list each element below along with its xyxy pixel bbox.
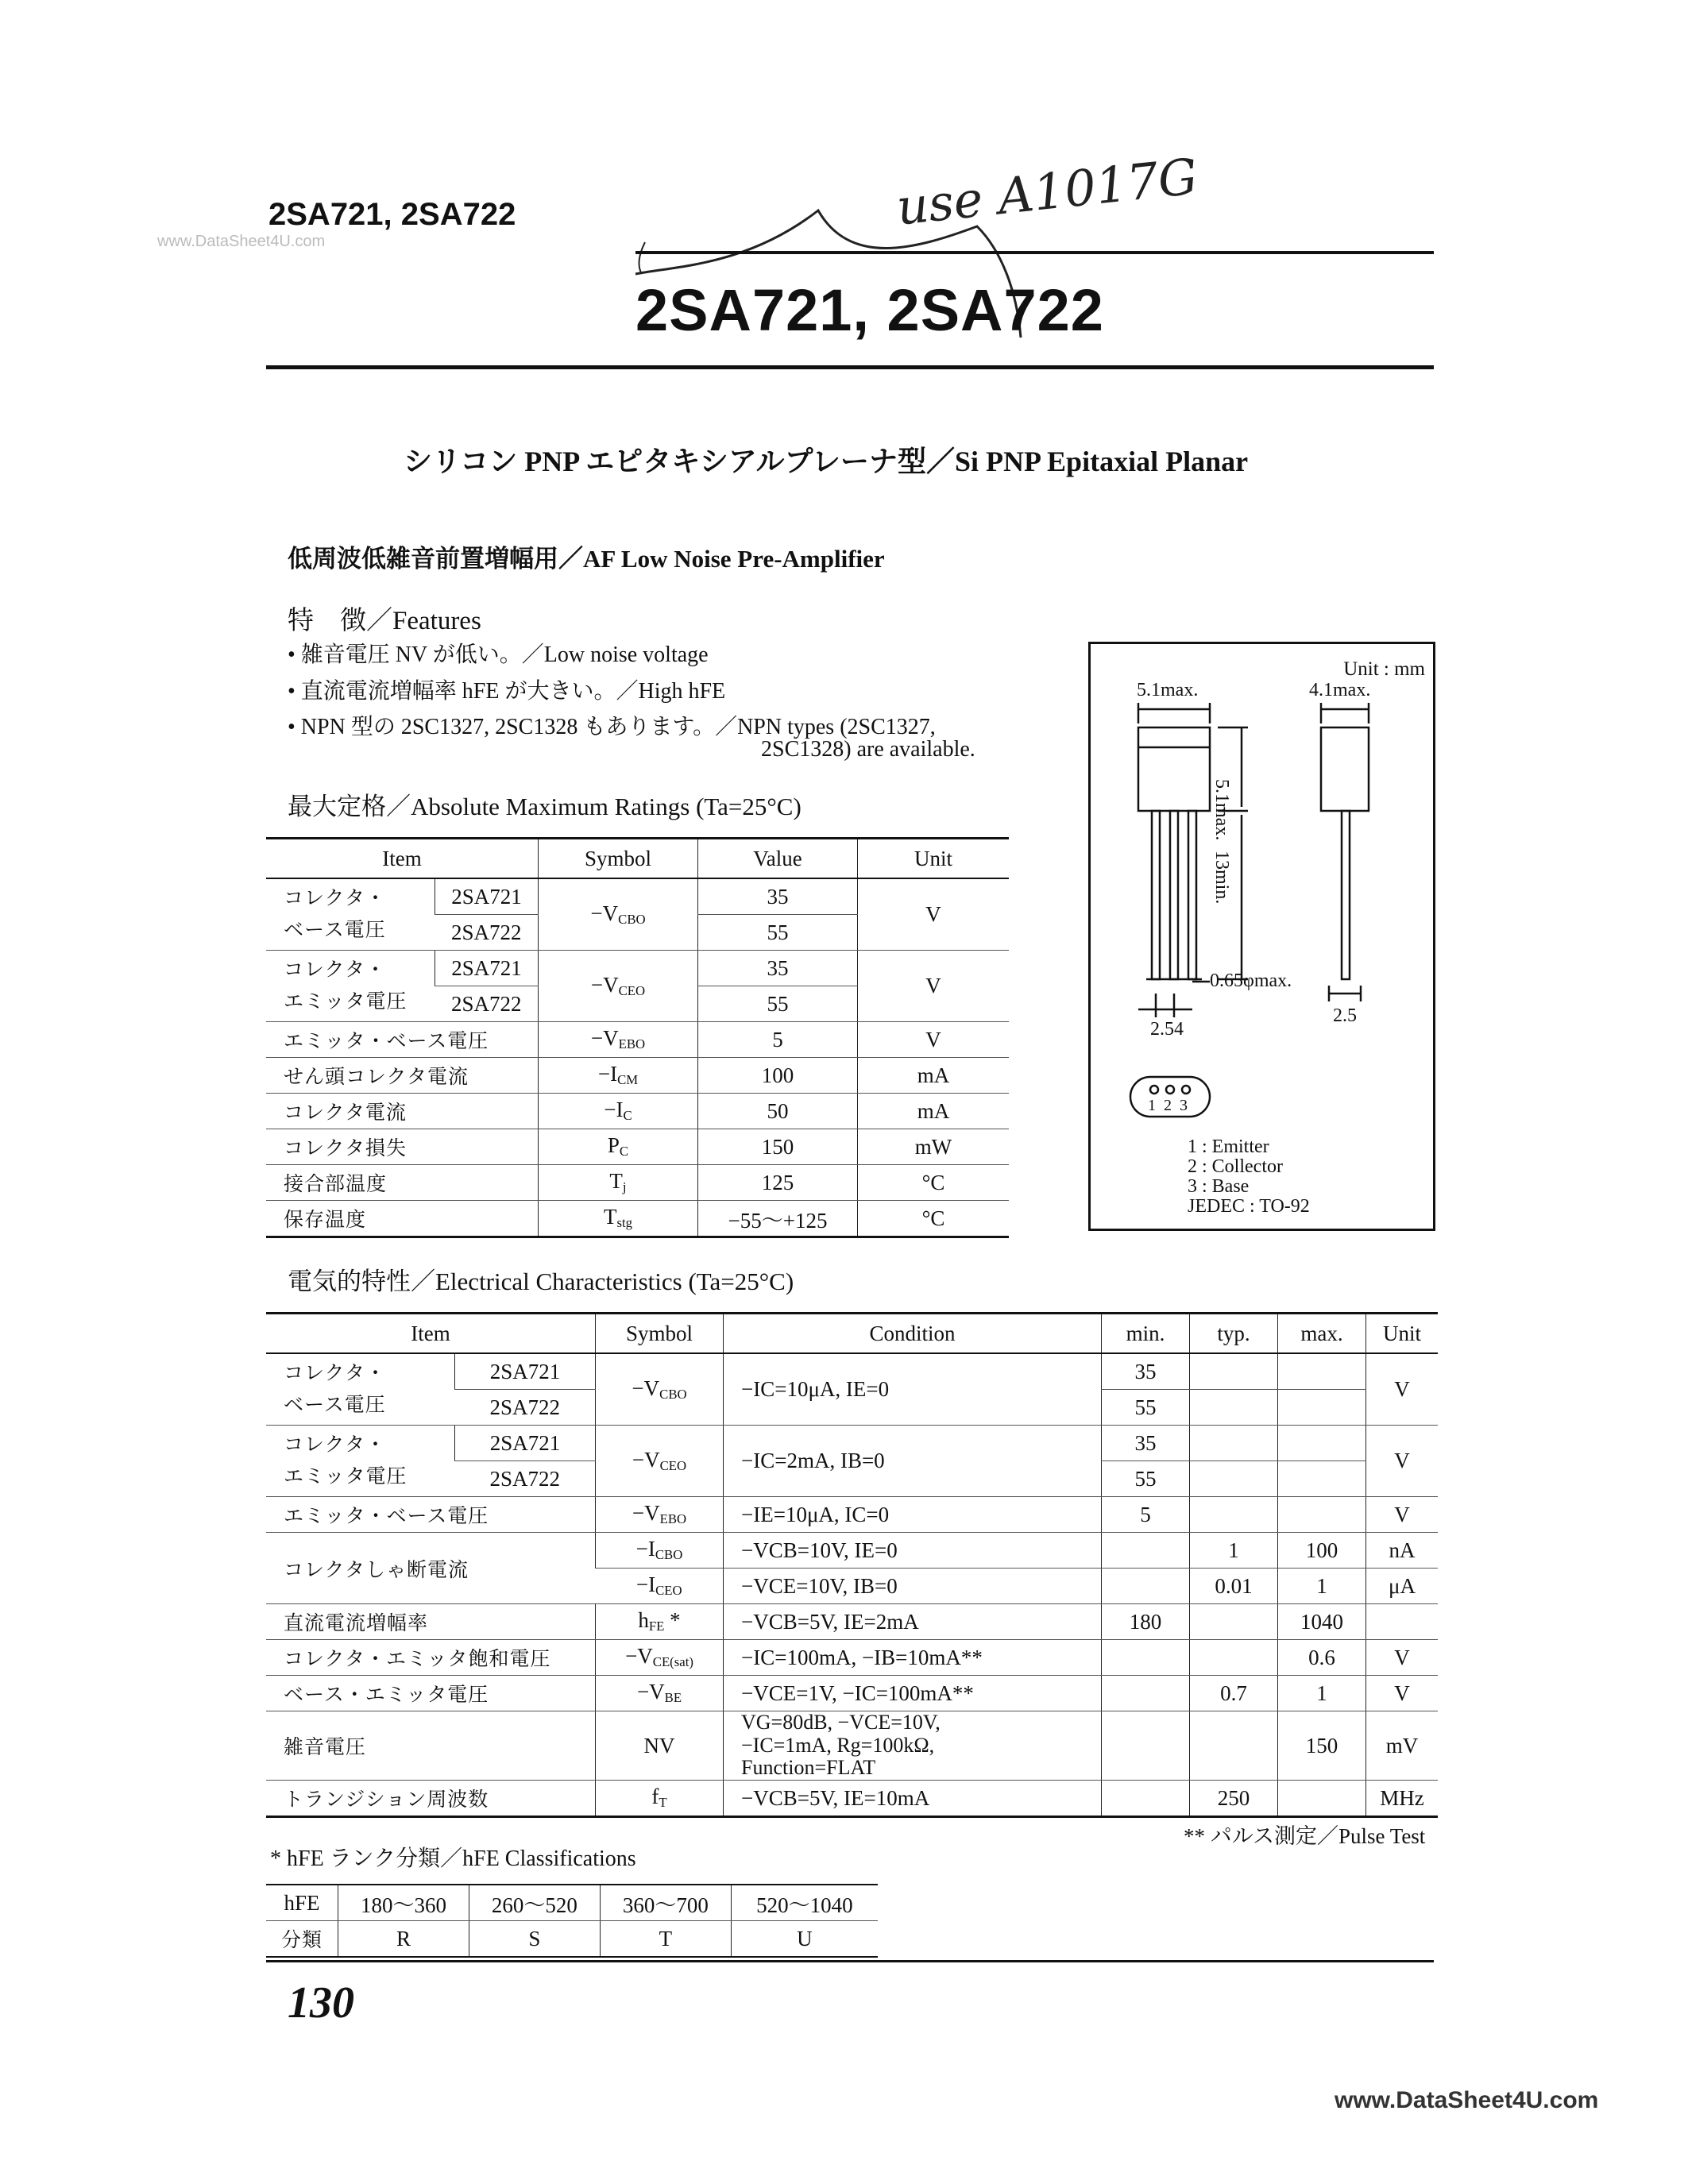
table-cell (1190, 1353, 1278, 1390)
pin-label: 3 : Base (1188, 1176, 1250, 1197)
table-cell: 2SA721 (455, 1426, 596, 1461)
handwritten-note: use A1017G (894, 147, 1201, 237)
dim-depth: 4.1max. (1309, 680, 1371, 700)
table-cell (1190, 1426, 1278, 1461)
table-cell: 直流電流増幅率 (266, 1604, 596, 1640)
table-cell: 保存温度 (266, 1201, 539, 1237)
table-cell (1102, 1569, 1190, 1604)
table-cell: $h_{FE}$ * (596, 1604, 724, 1640)
table-cell: 2SA722 (435, 915, 539, 951)
table-cell: T (600, 1921, 731, 1958)
pulse-test-note: ** パルス測定／Pulse Test (1184, 1824, 1426, 1848)
table-cell: コレクタ・ エミッタ電圧 (266, 951, 435, 1022)
elec-table (266, 1312, 1438, 1818)
table-cell: 250 (1190, 1781, 1278, 1817)
table-cell: MHz (1366, 1781, 1439, 1817)
page-number: 130 (288, 1978, 354, 2028)
header-rule-bottom (266, 365, 1434, 369)
table-cell: 100 (1278, 1533, 1366, 1569)
hfe-class-heading: * hFE ランク分類／hFE Classifications (270, 1846, 636, 1871)
table-cell: 1 (1278, 1569, 1366, 1604)
table-cell: 2SA721 (435, 951, 539, 986)
table-cell: エミッタ・ベース電圧 (266, 1022, 539, 1058)
table-cell (1278, 1781, 1366, 1817)
table-cell: 55 (698, 986, 858, 1022)
table-cell: R (338, 1921, 469, 1958)
table-cell (1102, 1640, 1190, 1676)
table-cell: 360〜700 (600, 1885, 731, 1921)
table-cell: $f_T$ (596, 1781, 724, 1817)
subtitle: シリコン PNP エピタキシアルプレーナ型／Si PNP Epitaxial Planar (404, 446, 1249, 477)
table-cell: エミッタ・ベース電圧 (266, 1497, 596, 1533)
table-cell: V (858, 951, 1010, 1022)
table-cell: V (1366, 1353, 1439, 1426)
table-cell: 35 (1102, 1353, 1190, 1390)
pin-label: 2 : Collector (1188, 1156, 1283, 1177)
table-cell: $-V_{CEO}$ (596, 1426, 724, 1497)
table-cell: 0.6 (1278, 1640, 1366, 1676)
col-header: Value (698, 839, 858, 879)
abs-max-table (266, 837, 1009, 1238)
nv-condition-line: −IC=1mA, Rg=100kΩ, (741, 1733, 935, 1757)
table-cell (1190, 1711, 1278, 1781)
table-cell: $T_{stg}$ (539, 1201, 698, 1237)
table-cell: V (1366, 1640, 1439, 1676)
feature-item: • NPN 型の 2SC1327, 2SC1328 もあります。／NPN types (2SC1327, (288, 715, 936, 739)
dim-lead-diameter: 0.65φmax. (1210, 970, 1292, 991)
col-header: min. (1102, 1314, 1190, 1354)
page-title: 2SA721, 2SA722 (635, 277, 1104, 343)
watermark-top: www.DataSheet4U.com (157, 233, 326, 250)
table-cell (1278, 1461, 1366, 1497)
package-box (1088, 642, 1435, 1231)
elec-heading: 電気的特性／Electrical Characteristics (Ta=25°C) (288, 1268, 794, 1295)
table-cell: $-V_{CBO}$ (596, 1353, 724, 1426)
table-cell: $T_j$ (539, 1165, 698, 1201)
table-cell (1102, 1711, 1190, 1781)
table-cell (1278, 1497, 1366, 1533)
table-cell: 35 (698, 878, 858, 915)
pin-number-3: 3 (1180, 1097, 1188, 1114)
application: 低周波低雑音前置増幅用／AF Low Noise Pre-Amplifier (288, 545, 885, 573)
col-header: Symbol (596, 1314, 724, 1354)
table-cell: 125 (698, 1165, 858, 1201)
abs-max-heading: 最大定格／Absolute Maximum Ratings (Ta=25°C) (288, 793, 802, 820)
table-cell (1102, 1533, 1190, 1569)
package-unit: Unit : mm (1343, 658, 1425, 680)
table-cell: コレクタ・ ベース電圧 (266, 878, 435, 951)
nv-condition-line: Function=FLAT (741, 1756, 876, 1780)
table-cell (724, 1711, 1102, 1781)
pin-number-2: 2 (1164, 1097, 1172, 1114)
table-cell: 雑音電圧 (266, 1711, 596, 1781)
table-cell: U (731, 1921, 878, 1958)
table-cell: コレクタ・エミッタ飽和電圧 (266, 1640, 596, 1676)
table-cell: 50 (698, 1094, 858, 1129)
table-cell: 55 (1102, 1461, 1190, 1497)
table-cell: トランジション周波数 (266, 1781, 596, 1817)
table-cell: 180〜360 (338, 1885, 469, 1921)
table-cell (1190, 1604, 1278, 1640)
table-cell: 1040 (1278, 1604, 1366, 1640)
table-cell: mA (858, 1094, 1010, 1129)
table-cell: μA (1366, 1569, 1439, 1604)
col-header: Unit (1366, 1314, 1439, 1354)
table-cell: 1 (1278, 1676, 1366, 1711)
col-header: Unit (858, 839, 1010, 879)
pin-number-1: 1 (1148, 1097, 1156, 1114)
table-cell (1278, 1353, 1366, 1390)
table-cell: せん頭コレクタ電流 (266, 1058, 539, 1094)
table-cell: mW (858, 1129, 1010, 1165)
hfe-class-table (266, 1884, 878, 1958)
table-cell (1102, 1676, 1190, 1711)
col-header: Item (266, 1314, 596, 1354)
table-cell (1278, 1390, 1366, 1426)
footer-rule (266, 1960, 1434, 1962)
table-cell: 150 (1278, 1711, 1366, 1781)
table-cell: $-I_{CEO}$ (596, 1569, 724, 1604)
table-cell (1190, 1461, 1278, 1497)
table-cell: $-V_{EBO}$ (539, 1022, 698, 1058)
table-cell (1278, 1426, 1366, 1461)
jedec-label: JEDEC : TO-92 (1188, 1196, 1310, 1217)
pin-label: 1 : Emitter (1188, 1136, 1269, 1157)
col-header: max. (1278, 1314, 1366, 1354)
table-cell: $-V_{BE}$ (596, 1676, 724, 1711)
table-cell: 180 (1102, 1604, 1190, 1640)
table-cell: 0.7 (1190, 1676, 1278, 1711)
table-cell: mA (858, 1058, 1010, 1094)
table-cell: $-V_{CBO}$ (539, 878, 698, 951)
table-cell (1102, 1781, 1190, 1817)
table-cell: コレクタしゃ断電流 (266, 1533, 596, 1604)
feature-item: • 雑音電圧 NV が低い。／Low noise voltage (288, 642, 709, 667)
table-cell: 1 (1190, 1533, 1278, 1569)
table-cell: $-V_{EBO}$ (596, 1497, 724, 1533)
table-cell: コレクタ・ ベース電圧 (266, 1353, 455, 1426)
table-cell: −IE=10μA, IC=0 (724, 1497, 1102, 1533)
table-cell (1190, 1390, 1278, 1426)
table-cell: $-V_{CEO}$ (539, 951, 698, 1022)
table-cell: 5 (1102, 1497, 1190, 1533)
table-cell: $-I_{CBO}$ (596, 1533, 724, 1569)
watermark-bottom: www.DataSheet4U.com (1335, 2087, 1599, 2113)
dim-pitch: 2.54 (1150, 1019, 1184, 1040)
table-cell: コレクタ損失 (266, 1129, 539, 1165)
table-cell: hFE (266, 1885, 338, 1921)
table-cell: −IC=2mA, IB=0 (724, 1426, 1102, 1497)
table-cell: 150 (698, 1129, 858, 1165)
table-cell: $-I_C$ (539, 1094, 698, 1129)
table-cell: V (1366, 1497, 1439, 1533)
table-cell: −VCB=10V, IE=0 (724, 1533, 1102, 1569)
table-cell: $-V_{CE(sat)}$ (596, 1640, 724, 1676)
table-cell: 2SA722 (435, 986, 539, 1022)
table-cell (1190, 1497, 1278, 1533)
header-part-number: 2SA721, 2SA722 (268, 197, 516, 232)
table-cell: V (858, 878, 1010, 951)
table-cell (1366, 1604, 1439, 1640)
dim-width: 5.1max. (1137, 680, 1199, 700)
col-header: Symbol (539, 839, 698, 879)
table-cell: NV (596, 1711, 724, 1781)
table-cell: V (1366, 1426, 1439, 1497)
table-cell: 55 (1102, 1390, 1190, 1426)
table-cell: 分類 (266, 1921, 338, 1958)
table-cell: S (469, 1921, 600, 1958)
table-cell: 2SA722 (455, 1390, 596, 1426)
dim-side: 2.5 (1333, 1005, 1357, 1026)
table-cell: −55〜+125 (698, 1201, 858, 1237)
table-cell: 260〜520 (469, 1885, 600, 1921)
table-cell: 2SA721 (455, 1353, 596, 1390)
col-header: typ. (1190, 1314, 1278, 1354)
col-header: Condition (724, 1314, 1102, 1354)
table-cell: 2SA722 (455, 1461, 596, 1497)
feature-item: • 直流電流増幅率 hFE が大きい。／High hFE (288, 679, 726, 704)
table-cell: 100 (698, 1058, 858, 1094)
table-cell: V (858, 1022, 1010, 1058)
table-cell: V (1366, 1676, 1439, 1711)
table-cell: °C (858, 1165, 1010, 1201)
table-cell: 接合部温度 (266, 1165, 539, 1201)
table-cell: 520〜1040 (731, 1885, 878, 1921)
table-cell: $P_C$ (539, 1129, 698, 1165)
table-cell: 0.01 (1190, 1569, 1278, 1604)
table-cell: コレクタ・ エミッタ電圧 (266, 1426, 455, 1497)
table-cell: −IC=10μA, IE=0 (724, 1353, 1102, 1426)
col-header: Item (266, 839, 539, 879)
table-cell: −VCE=1V, −IC=100mA** (724, 1676, 1102, 1711)
table-cell: −VCB=5V, IE=10mA (724, 1781, 1102, 1817)
dim-lead-length: 13min. (1211, 851, 1232, 905)
table-cell (1190, 1640, 1278, 1676)
table-cell: ベース・エミッタ電圧 (266, 1676, 596, 1711)
table-cell: −VCE=10V, IB=0 (724, 1569, 1102, 1604)
table-cell: −IC=100mA, −IB=10mA** (724, 1640, 1102, 1676)
dim-height: 5.1max. (1211, 779, 1232, 841)
table-cell: 35 (1102, 1426, 1190, 1461)
header-rule-top (635, 251, 1434, 254)
table-cell: −VCB=5V, IE=2mA (724, 1604, 1102, 1640)
features-heading: 特 徴／Features (288, 607, 481, 635)
table-cell: 2SA721 (435, 878, 539, 915)
nv-condition-line: VG=80dB, −VCE=10V, (741, 1711, 941, 1734)
table-cell: mV (1366, 1711, 1439, 1781)
table-cell: コレクタ電流 (266, 1094, 539, 1129)
table-cell: nA (1366, 1533, 1439, 1569)
table-cell: 55 (698, 915, 858, 951)
table-cell: °C (858, 1201, 1010, 1237)
table-cell: $-I_{CM}$ (539, 1058, 698, 1094)
table-cell: 5 (698, 1022, 858, 1058)
table-cell: 35 (698, 951, 858, 986)
feature-item: 2SC1328) are available. (761, 737, 975, 762)
